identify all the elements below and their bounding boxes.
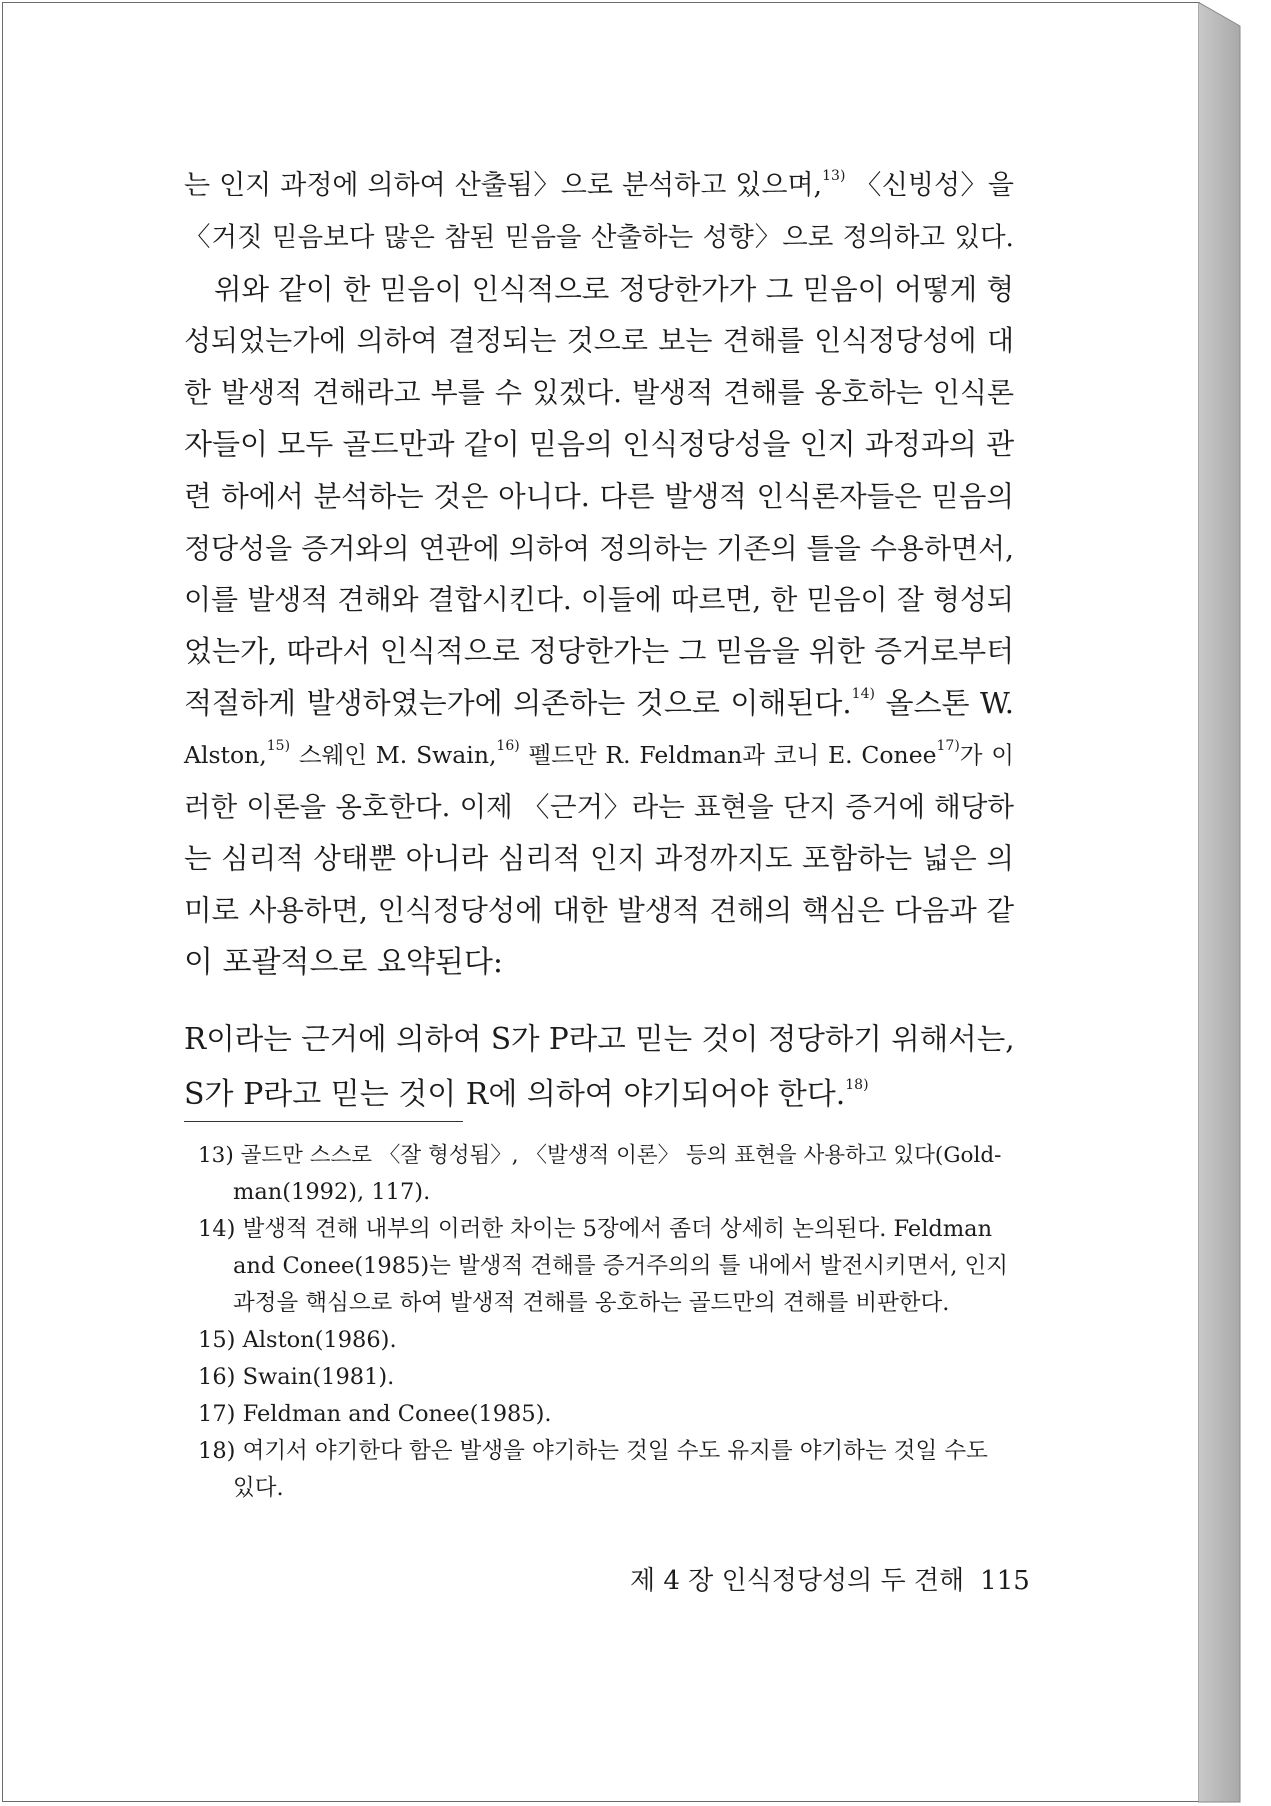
footnote-line: man(1992), 117).	[233, 1179, 431, 1205]
footnote-line	[198, 1211, 1016, 1248]
blockquote-text: S가 P라고 믿는 것이 R에 의하여 야기되어야 한다.	[184, 1077, 846, 1112]
footnote-line	[198, 1433, 1016, 1470]
footnote-ref-16: 16)	[496, 737, 520, 754]
main-text	[184, 160, 1014, 989]
footnote-line	[198, 1322, 1016, 1359]
body-line-14: 는 심리적 상태뿐 아니라 심리적 인지 과정까지도 포함하는 넓은 의	[184, 842, 1014, 876]
footnotes	[198, 1137, 1016, 1507]
footnote-line: and Conee(1985)는 발생적 견해를 증거주의의 틀 내에서 발전시키면서, 인지	[233, 1253, 1009, 1279]
body-text: 〈신빙성〉을	[845, 170, 1014, 201]
footnote-text: 여기서 야기한다 함은 발생을 야기하는 것일 수도 유지를 야기하는 것일 수도	[242, 1438, 988, 1464]
body-text: 스웨인 M. Swain,	[290, 740, 497, 769]
body-text: 펠드만 R. Feldman과 코니 E. Conee	[519, 740, 937, 769]
body-line-10: 었는가, 따라서 인식적으로 정당한가는 그 믿음을 위한 증거로부터	[184, 634, 1015, 669]
body-line-4: 성되었는가에 의하여 결정되는 것으로 보는 견해를 인식정당성에 대	[184, 324, 1014, 358]
page-number: 115	[980, 1566, 1030, 1596]
body-text: 는 인지 과정에 의하여 산출됨〉으로 분석하고 있으며,	[184, 170, 823, 201]
footnote-18	[198, 1433, 1016, 1507]
body-line-7: 련 하에서 분석하는 것은 아니다. 다른 발생적 인식론자들은 믿음의	[184, 479, 1014, 513]
footnote-text: 발생적 견해 내부의 이러한 차이는 5장에서 좀더 상세히 논의된다. Feldman	[242, 1216, 993, 1242]
body-line-9: 이를 발생적 견해와 결합시킨다. 이들에 따르면, 한 믿음이 잘 형성되	[184, 583, 1014, 617]
body-line-1	[184, 160, 1014, 212]
footnote-text: Swain(1981).	[242, 1364, 395, 1390]
definition-blockquote	[184, 1012, 1014, 1122]
body-line-8: 정당성을 증거와의 연관에 의하여 정의하는 기존의 틀을 수용하면서,	[184, 531, 1014, 565]
footnote-ref-18: 18)	[845, 1077, 869, 1093]
body-line-12	[184, 730, 1014, 782]
footnote-number: 15)	[198, 1327, 236, 1353]
footnote-14	[198, 1211, 1016, 1322]
footnote-text: Feldman and Conee(1985).	[242, 1401, 552, 1427]
body-text: 가 이	[959, 740, 1015, 769]
footnote-16	[198, 1359, 1016, 1396]
body-line-3: 위와 같이 한 믿음이 인식적으로 정당한가가 그 믿음이 어떻게 형	[214, 272, 1014, 306]
footnote-line	[198, 1137, 1016, 1174]
footnote-number: 14)	[198, 1216, 236, 1242]
body-text: 올스톤 W.	[874, 685, 1014, 720]
running-footer	[630, 1563, 1030, 1599]
blockquote-line-2	[184, 1067, 1014, 1122]
footnote-line: 과정을 핵심으로 하여 발생적 견해를 옹호하는 골드만의 견해를 비판한다.	[233, 1290, 950, 1316]
footnote-ref-15: 15)	[266, 737, 291, 754]
footnote-text: Alston(1986).	[242, 1327, 397, 1353]
chapter-title: 제 4 장 인식정당성의 두 견해	[630, 1566, 965, 1596]
footnote-number: 16)	[198, 1364, 236, 1390]
footnote-text: 골드만 스스로 〈잘 형성됨〉, 〈발생적 이론〉 등의 표현을 사용하고 있다(Gold-	[240, 1143, 1002, 1168]
footnote-number: 18)	[198, 1438, 236, 1464]
body-text: 적절하게 발생하였는가에 의존하는 것으로 이해된다.	[184, 685, 852, 720]
footnote-ref-13: 13)	[822, 168, 846, 184]
body-line-11	[184, 678, 1014, 730]
footnote-ref-14: 14)	[851, 686, 875, 703]
footnote-line	[198, 1359, 1016, 1396]
footnote-number: 17)	[198, 1401, 236, 1427]
body-line-15: 미로 사용하면, 인식정당성에 대한 발생적 견해의 핵심은 다음과 같	[184, 894, 1014, 928]
body-line-2: 〈거짓 믿음보다 많은 참된 믿음을 산출하는 성향〉으로 정의하고 있다.	[184, 221, 1014, 253]
footnote-number: 13)	[198, 1143, 234, 1168]
body-line-16: 이 포괄적으로 요약된다:	[184, 944, 503, 980]
footnote-17	[198, 1396, 1016, 1433]
footnote-ref-17: 17)	[936, 737, 960, 754]
footnote-13	[198, 1137, 1016, 1211]
body-text: Alston,	[184, 740, 267, 769]
body-line-13: 러한 이론을 옹호한다. 이제 〈근거〉라는 표현을 단지 증거에 해당하	[184, 790, 1014, 823]
footnote-15	[198, 1322, 1016, 1359]
footnote-line: 있다.	[233, 1475, 284, 1501]
body-line-6: 자들이 모두 골드만과 같이 믿음의 인식정당성을 인지 과정과의 관	[184, 426, 1015, 461]
footnote-divider	[184, 1121, 463, 1122]
footnote-line	[198, 1396, 1016, 1433]
body-line-5: 한 발생적 견해라고 부를 수 있겠다. 발생적 견해를 옹호하는 인식론	[184, 376, 1014, 410]
page-edge-shading	[1198, 2, 1270, 1806]
blockquote-line-1: R이라는 근거에 의하여 S가 P라고 믿는 것이 정당하기 위해서는,	[184, 1022, 1015, 1056]
